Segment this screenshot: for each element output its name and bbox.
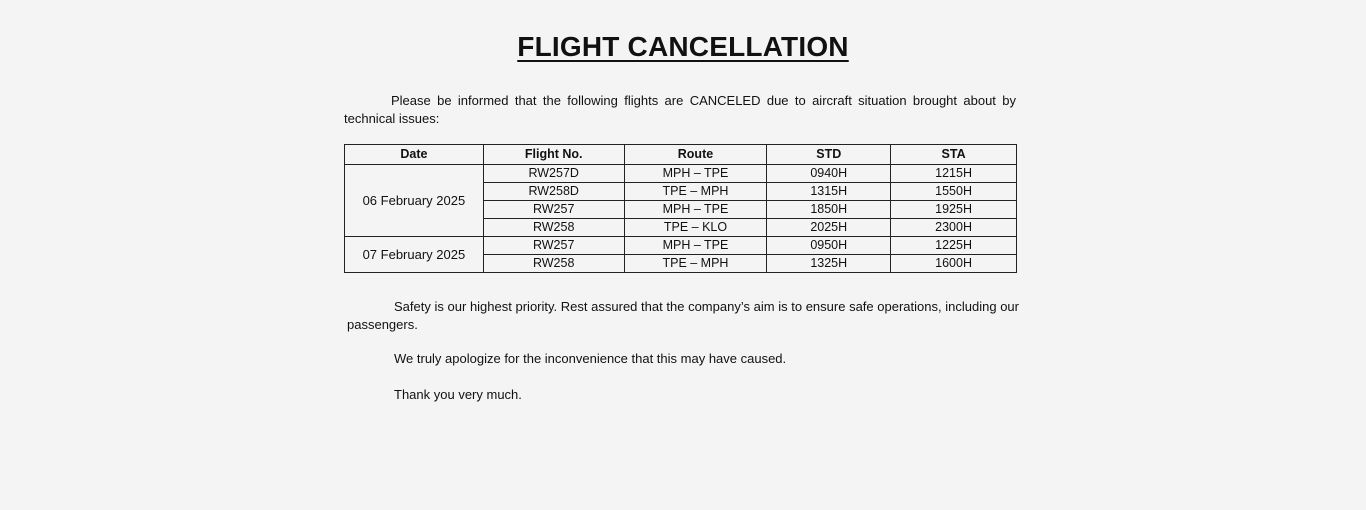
apology-paragraph [347, 350, 1019, 368]
header-date: Date [345, 145, 484, 165]
flight-cell: RW257 [483, 201, 624, 219]
std-cell: 0950H [767, 237, 891, 255]
flight-cell: RW258 [483, 219, 624, 237]
cancelled-flights-table [344, 144, 1017, 273]
route-cell: MPH – TPE [624, 201, 767, 219]
route-cell: TPE – MPH [624, 255, 767, 273]
apology-text: We truly apologize for the inconvenience that this may have caused. [394, 351, 787, 366]
date-cell: 07 February 2025 [345, 237, 484, 273]
flight-cell: RW257 [483, 237, 624, 255]
intro-paragraph [344, 92, 1016, 128]
header-route: Route [624, 145, 767, 165]
thanks-paragraph [347, 386, 1019, 404]
safety-text: Safety is our highest priority. Rest assured that the company’s aim is to ensure safe operations, including our passengers. [347, 299, 1019, 332]
header-flight-no: Flight No. [483, 145, 624, 165]
std-cell: 1315H [767, 183, 891, 201]
route-cell: MPH – TPE [624, 237, 767, 255]
route-cell: MPH – TPE [624, 165, 767, 183]
table-row [345, 237, 1017, 255]
sta-cell: 2300H [891, 219, 1017, 237]
route-cell: TPE – MPH [624, 183, 767, 201]
std-cell: 2025H [767, 219, 891, 237]
route-cell: TPE – KLO [624, 219, 767, 237]
safety-paragraph [347, 298, 1019, 334]
date-cell: 06 February 2025 [345, 165, 484, 237]
sta-cell: 1215H [891, 165, 1017, 183]
std-cell: 1325H [767, 255, 891, 273]
sta-cell: 1925H [891, 201, 1017, 219]
flight-cell: RW258 [483, 255, 624, 273]
thanks-text: Thank you very much. [394, 387, 522, 402]
sta-cell: 1225H [891, 237, 1017, 255]
sta-cell: 1600H [891, 255, 1017, 273]
std-cell: 0940H [767, 165, 891, 183]
intro-text: Please be informed that the following flights are CANCELED due to aircraft situation brought about by technical issues: [344, 93, 1016, 126]
sta-cell: 1550H [891, 183, 1017, 201]
header-std: STD [767, 145, 891, 165]
flight-cell: RW257D [483, 165, 624, 183]
table-row [345, 165, 1017, 183]
table-header-row [345, 145, 1017, 165]
flight-cell: RW258D [483, 183, 624, 201]
header-sta: STA [891, 145, 1017, 165]
std-cell: 1850H [767, 201, 891, 219]
notice-title: FLIGHT CANCELLATION [517, 31, 849, 62]
